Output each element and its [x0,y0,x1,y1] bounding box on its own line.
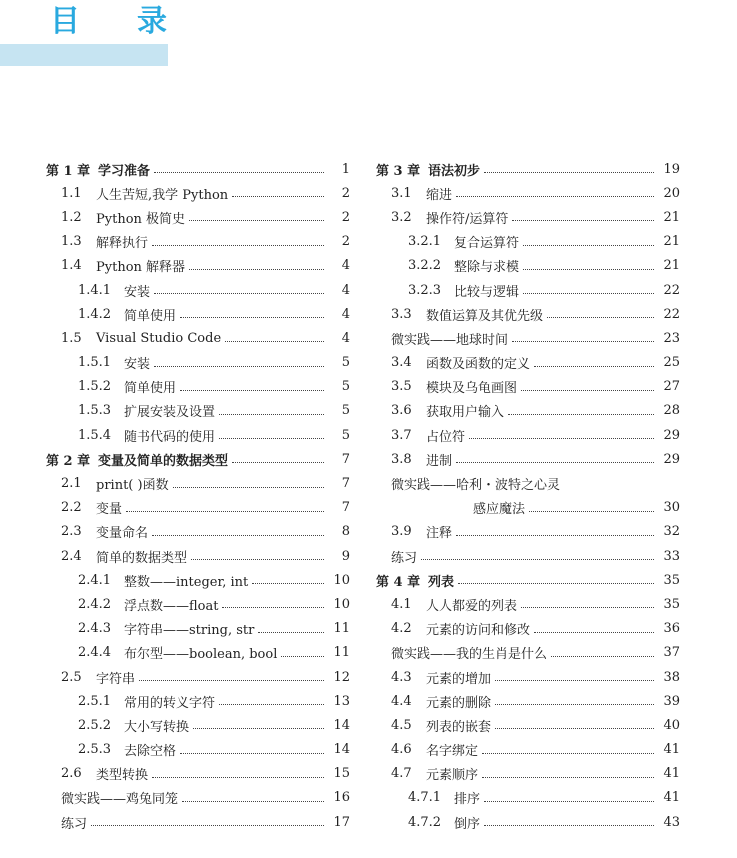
toc-entry-number: 4.3 [391,669,412,685]
toc-entry-number: 2.1 [61,476,82,492]
dot-leader [232,461,324,463]
toc-entry[interactable] [376,278,680,302]
toc-entry-number: 4.5 [391,717,412,733]
toc-page-number: 11 [333,645,350,661]
dot-leader [458,582,654,584]
toc-entry[interactable] [376,181,680,205]
toc-entry-number: 3.2 [391,209,412,225]
toc-entry-title: Python 解释器 [96,260,186,276]
dot-leader [173,486,324,488]
toc-entry-number: 3.8 [391,451,412,467]
toc-entry-title: 人人都爱的列表 [426,598,518,614]
toc-entry[interactable] [376,375,680,399]
dot-leader [523,268,654,270]
toc-entry-number: 3.2.1 [408,234,442,250]
toc-page-number: 5 [341,427,350,443]
toc-page-number: 4 [341,330,350,346]
toc-entry-title: 练习 [391,550,418,566]
dot-leader [191,558,324,560]
toc-page-number: 2 [341,209,350,225]
toc-page-number: 10 [333,596,350,612]
toc-page-number: 5 [341,355,350,371]
toc-entry-title: 变量及简单的数据类型 [98,453,229,469]
toc-entry-title: 简单的数据类型 [96,550,188,566]
dot-leader [219,437,324,439]
toc-chapter-entry[interactable] [46,447,350,471]
dot-leader [421,558,654,560]
dot-leader [495,679,654,681]
dot-leader [523,292,654,294]
dot-leader [152,776,324,778]
toc-entry[interactable] [46,423,350,447]
toc-page-number: 41 [663,766,680,782]
toc-entry[interactable] [376,230,680,254]
toc-entry-title: 大小写转换 [124,719,190,735]
toc-entry[interactable] [376,641,680,665]
toc-entry-title: 字符串 [96,671,136,687]
toc-entry-number: 1.5.3 [78,403,112,419]
toc-page-number: 12 [333,669,350,685]
toc-entry-title: 占位符 [426,429,466,445]
toc-entry[interactable] [376,399,680,423]
toc-entry-title: print( )函数 [96,478,169,494]
dot-leader [180,389,324,391]
toc-entry-title: 获取用户输入 [426,405,505,421]
dot-leader [219,413,324,415]
toc-entry-number: 1.5.2 [78,379,112,395]
toc-entry-title: 整除与求模 [454,260,520,276]
dot-leader [521,389,654,391]
toc-entry-number: 1.5.1 [78,355,112,371]
dot-leader [469,437,654,439]
toc-entry-number: 3.2.3 [408,282,442,298]
toc-entry[interactable] [46,302,350,326]
toc-page-number: 5 [341,379,350,395]
toc-entry-title: 语法初步 [428,163,481,179]
toc-page-number: 11 [333,621,350,637]
dot-leader [523,244,654,246]
dot-leader [456,534,654,536]
toc-entry-number: 2.2 [61,500,82,516]
toc-entry-number: 2.4.4 [78,645,112,661]
dot-leader [521,606,654,608]
toc-entry-number: 3.6 [391,403,412,419]
toc-entry[interactable] [46,375,350,399]
toc-page-number: 7 [341,476,350,492]
toc-entry-number: 第 3 章 [376,163,421,179]
toc-entry-number: 3.1 [391,185,412,201]
toc-page-number: 13 [333,693,350,709]
toc-page-number: 35 [663,596,680,612]
dot-leader [222,606,324,608]
toc-entry-title: 微实践——鸡兔同笼 [61,792,179,808]
toc-entry-number: 1.5.4 [78,427,112,443]
toc-entry[interactable] [46,617,350,641]
dot-leader [189,268,324,270]
toc-page-number: 21 [663,258,680,274]
toc-entry-number: 3.9 [391,524,412,540]
toc-entry[interactable] [376,544,680,568]
toc-entry[interactable] [46,665,350,689]
dot-leader [508,413,654,415]
toc-entry-number: 第 4 章 [376,574,421,590]
toc-entry-title: 排序 [454,792,481,808]
dot-leader [91,824,324,826]
toc-entry-number: 4.2 [391,621,412,637]
toc-page-number: 16 [333,790,350,806]
toc-page-number: 21 [663,234,680,250]
toc-entry-title: 变量命名 [96,526,149,542]
toc-page-number: 7 [341,451,350,467]
toc-entry[interactable] [46,181,350,205]
toc-entry-title: 数值运算及其优先级 [426,308,544,324]
toc-page-number: 4 [341,306,350,322]
toc-entry-title: 字符串——string, str [124,623,255,639]
toc-entry-title: 元素顺序 [426,768,479,784]
dot-leader [232,195,324,197]
dot-leader [482,752,654,754]
toc-entry-number: 第 1 章 [46,163,91,179]
toc-entry-number: 4.4 [391,693,412,709]
toc-entry[interactable] [46,544,350,568]
toc-entry-title: 类型转换 [96,768,149,784]
toc-entry-number: 2.4.2 [78,596,112,612]
dot-leader [534,365,654,367]
toc-entry-title: 去除空格 [124,744,177,760]
toc-entry-title: 进制 [426,453,453,469]
toc-entry[interactable] [376,302,680,326]
toc-entry-title: 元素的访问和修改 [426,623,531,639]
toc-entry-title: 布尔型——boolean, bool [124,647,278,663]
toc-entry[interactable] [46,254,350,278]
toc-page-number: 32 [663,524,680,540]
dot-leader [456,195,654,197]
toc-page-number: 29 [663,427,680,443]
toc-entry[interactable] [46,592,350,616]
toc-page-number: 14 [333,717,350,733]
toc-entry-number: 4.6 [391,742,412,758]
toc-page-number: 43 [663,814,680,830]
toc-entry-number: 4.7.1 [408,790,442,806]
toc-page-number: 30 [663,500,680,516]
toc-entry-number: 2.6 [61,766,82,782]
dot-leader [456,461,654,463]
toc-entry[interactable] [46,471,350,495]
toc-entry-title: 学习准备 [98,163,151,179]
toc-entry-title: 注释 [426,526,453,542]
toc-page-number: 40 [663,717,680,733]
toc-entry[interactable] [376,617,680,641]
toc-page-number: 1 [341,161,350,177]
dot-leader [495,703,654,705]
toc-page-number: 22 [663,306,680,322]
toc-entry-title: 安装 [124,357,151,373]
toc-entry[interactable] [46,520,350,544]
toc-entry-number: 2.5.3 [78,742,112,758]
toc-entry-number: 2.5 [61,669,82,685]
toc-entry-number: 1.2 [61,209,82,225]
toc-page-number: 4 [341,282,350,298]
toc-entry[interactable] [376,762,680,786]
toc-right-column [376,157,680,834]
toc-entry-number: 第 2 章 [46,453,91,469]
toc-entry-title: 列表 [428,574,455,590]
toc-entry[interactable] [46,641,350,665]
toc-entry-title: 操作符/运算符 [426,211,509,227]
toc-entry[interactable] [46,399,350,423]
dot-leader [547,316,654,318]
toc-entry-title: 感应魔法 [473,502,526,518]
toc-entry-title: 人生苦短,我学 Python [96,187,229,203]
toc-chapter-entry[interactable] [46,157,350,181]
toc-entry-number: 1.3 [61,234,82,250]
toc-entry-title: 模块及乌龟画图 [426,381,518,397]
toc-entry[interactable] [376,520,680,544]
toc-entry[interactable] [376,665,680,689]
toc-page-number: 39 [663,693,680,709]
toc-entry[interactable] [46,689,350,713]
toc-page-number: 5 [341,403,350,419]
toc-entry-title: 比较与逻辑 [454,284,520,300]
toc-entry-title: 元素的增加 [426,671,492,687]
toc-entry-title: 解释执行 [96,236,149,252]
toc-entry[interactable] [376,592,680,616]
toc-chapter-entry[interactable] [376,157,680,181]
toc-entry-title: 简单使用 [124,381,177,397]
toc-page-number: 35 [663,572,680,588]
toc-entry[interactable] [376,786,680,810]
toc-entry-number: 4.7.2 [408,814,442,830]
toc-entry[interactable] [376,254,680,278]
toc-entry[interactable] [46,762,350,786]
toc-entry-title: 随书代码的使用 [124,429,216,445]
toc-title-char-2: 录 [137,4,167,39]
dot-leader [495,727,654,729]
toc-entry[interactable] [46,568,350,592]
toc-entry[interactable] [376,423,680,447]
toc-entry-number: 1.5 [61,330,82,346]
dot-leader [182,800,324,802]
toc-entry[interactable] [46,351,350,375]
toc-entry-title: 浮点数——float [124,598,219,614]
toc-entry-title: 复合运算符 [454,236,520,252]
toc-entry-number: 1.4.1 [78,282,112,298]
toc-page-number: 22 [663,282,680,298]
toc-entry-number: 3.4 [391,355,412,371]
dot-leader [152,534,324,536]
dot-leader [512,219,654,221]
dot-leader [139,679,324,681]
toc-entry-number: 2.3 [61,524,82,540]
toc-page-number: 14 [333,742,350,758]
toc-page-number: 19 [663,161,680,177]
dot-leader [219,703,324,705]
toc-entry-title: 微实践——我的生肖是什么 [391,647,548,663]
dot-leader [551,655,654,657]
toc-entry[interactable] [376,496,680,520]
dot-leader [225,340,324,342]
toc-page-number: 29 [663,451,680,467]
toc-page-number: 28 [663,403,680,419]
toc-page-number: 41 [663,790,680,806]
title-band [0,44,168,66]
toc-entry-number: 1.4.2 [78,306,112,322]
toc-page-number: 9 [341,548,350,564]
toc-entry-title: 扩展安装及设置 [124,405,216,421]
toc-entry[interactable] [376,205,680,229]
toc-entry-number: 4.7 [391,766,412,782]
toc-entry-title: 安装 [124,284,151,300]
toc-entry-number: 3.5 [391,379,412,395]
toc-page-number: 2 [341,185,350,201]
toc-entry[interactable] [376,713,680,737]
toc-entry[interactable] [376,351,680,375]
dot-leader [482,776,654,778]
toc-page-number: 10 [333,572,350,588]
toc-page-number: 23 [663,330,680,346]
dot-leader [126,510,324,512]
dot-leader [281,655,324,657]
dot-leader [258,631,324,633]
toc-entry[interactable] [46,496,350,520]
toc-page-number: 8 [341,524,350,540]
dot-leader [154,365,324,367]
toc-entry-number: 3.3 [391,306,412,322]
toc-entry-title: Python 极简史 [96,211,186,227]
toc-page-number: 33 [663,548,680,564]
toc-page-number: 41 [663,742,680,758]
toc-chapter-entry[interactable] [376,568,680,592]
toc-entry-title: 倒序 [454,816,481,832]
toc-entry-number: 2.4 [61,548,82,564]
toc-entry[interactable] [46,326,350,350]
toc-entry[interactable] [376,738,680,762]
toc-entry-number: 1.4 [61,258,82,274]
toc-entry-number: 3.2.2 [408,258,442,274]
toc-entry-number: 2.4.3 [78,621,112,637]
toc-entry-number: 3.7 [391,427,412,443]
toc-entry-number: 2.5.2 [78,717,112,733]
toc-entry[interactable] [376,326,680,350]
toc-page-number: 38 [663,669,680,685]
toc-page-number: 36 [663,621,680,637]
toc-entry[interactable] [46,205,350,229]
toc-entry-title: 微实践——哈利・波特之心灵 [391,478,561,494]
dot-leader [484,800,654,802]
toc-entry[interactable] [46,738,350,762]
dot-leader [252,582,324,584]
toc-entry[interactable] [376,471,680,495]
toc-entry[interactable] [376,810,680,834]
toc-entry[interactable] [46,713,350,737]
dot-leader [512,340,654,342]
toc-entry-title: 简单使用 [124,308,177,324]
toc-page-number: 2 [341,234,350,250]
toc-entry-number: 1.1 [61,185,82,201]
toc-page-number: 17 [333,814,350,830]
toc-left-column [46,157,350,834]
toc-entry-title: 整数——integer, int [124,574,249,590]
toc-entry-number: 2.4.1 [78,572,112,588]
dot-leader [189,219,324,221]
dot-leader [152,244,324,246]
toc-title-char-1: 目 [50,4,80,39]
toc-page-number: 20 [663,185,680,201]
dot-leader [484,824,654,826]
toc-page-number: 7 [341,500,350,516]
toc-entry[interactable] [46,278,350,302]
dot-leader [154,292,324,294]
toc-page-number: 37 [663,645,680,661]
dot-leader [193,727,324,729]
toc-entry-title: 缩进 [426,187,453,203]
dot-leader [154,171,324,173]
toc-entry[interactable] [376,447,680,471]
toc-entry[interactable] [376,689,680,713]
toc-entry-title: 元素的删除 [426,695,492,711]
toc-entry[interactable] [46,786,350,810]
toc-entry[interactable] [46,810,350,834]
toc-page-number: 15 [333,766,350,782]
dot-leader [529,510,654,512]
toc-entry-title: 列表的嵌套 [426,719,492,735]
toc-entry-number: 2.5.1 [78,693,112,709]
toc-page-number: 21 [663,209,680,225]
dot-leader [484,171,654,173]
toc-entry-title: 微实践——地球时间 [391,332,509,348]
toc-entry-title: 变量 [96,502,123,518]
toc-entry-title: 练习 [61,816,88,832]
toc-entry-number: 4.1 [391,596,412,612]
dot-leader [180,752,324,754]
toc-entry-title: 函数及函数的定义 [426,357,531,373]
toc-entry[interactable] [46,230,350,254]
toc-entry-title: 名字绑定 [426,744,479,760]
toc-entry-title: 常用的转义字符 [124,695,216,711]
toc-page-number: 27 [663,379,680,395]
dot-leader [180,316,324,318]
toc-entry-title: Visual Studio Code [96,330,222,346]
dot-leader [534,631,654,633]
toc-page-number: 25 [663,355,680,371]
toc-page-number: 4 [341,258,350,274]
